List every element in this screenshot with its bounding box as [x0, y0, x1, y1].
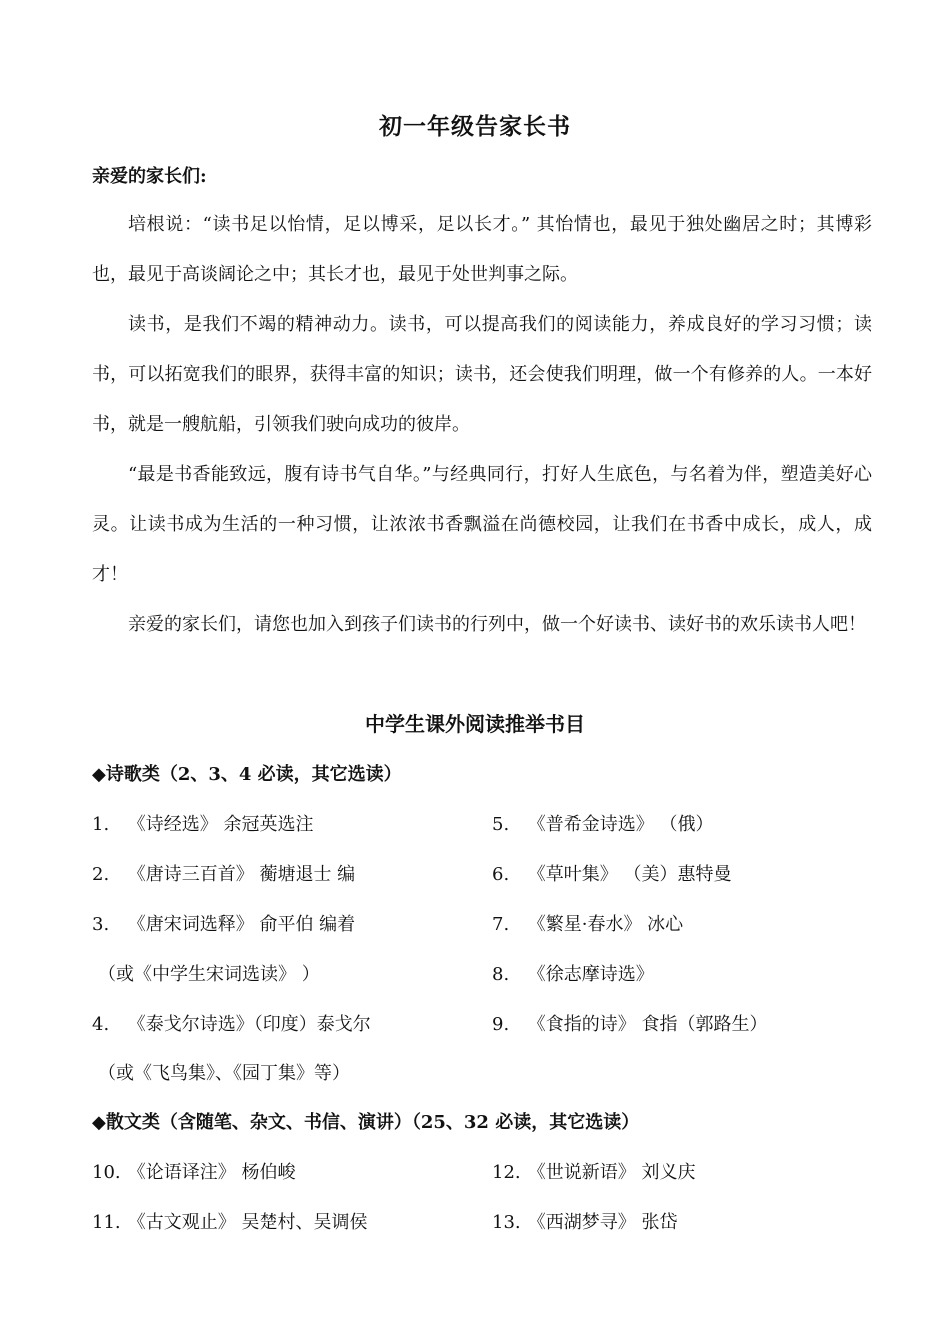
list-item — [92, 1208, 367, 1234]
paragraph-1: 培根说：“读书足以怡情，足以博采，足以长才。” 其怡情也，最见于独处幽居之时；其博彩也，最见于高谈阔论之中；其长才也，最见于处世判事之际。 — [92, 214, 872, 285]
list-item — [92, 860, 355, 886]
item-text: 《世说新语》 刘义庆 — [527, 1162, 696, 1183]
list-item — [492, 1208, 677, 1234]
item-text: 《唐诗三百首》 蘅塘退士 编 — [127, 864, 356, 885]
item-text: 《徐志摩诗选》 — [527, 964, 654, 985]
item-number: 10. — [92, 1162, 121, 1183]
paragraph-3: “最是书香能致远，腹有诗书气自华。”与经典同行，打好人生底色，与名着为伴，塑造美好心灵。让读书成为生活的一种习惯，让浓浓书香飘溢在尚德校园，让我们在书香中成长，成人，成才！ — [92, 464, 872, 585]
item-number: 12. — [492, 1162, 521, 1183]
item-number: 4. — [92, 1014, 110, 1035]
item-number: 5. — [492, 814, 510, 835]
list-item — [92, 910, 355, 936]
item-text: 《诗经选》 余冠英选注 — [127, 814, 314, 835]
item-text: 《论语译注》 杨伯峻 — [127, 1162, 296, 1183]
reading-list-title: 中学生课外阅读推举书目 — [365, 712, 585, 736]
salutation: 亲爱的家长们: — [92, 166, 207, 187]
list-item — [492, 810, 713, 836]
item-text: 《繁星·春水》 冰心 — [527, 914, 684, 935]
item-text: 《草叶集》 （美）惠特曼 — [527, 864, 732, 885]
item-number: 1. — [92, 814, 110, 835]
section-heading-prose: ◆散文类（含随笔、杂文、书信、演讲）（25、32 必读，其它选读） — [92, 1112, 640, 1133]
item-number: 13. — [492, 1212, 521, 1233]
section-heading-poetry: ◆诗歌类（2、3、4 必读，其它选读） — [92, 764, 402, 785]
item-number: 2. — [92, 864, 110, 885]
list-item-note — [98, 960, 320, 986]
list-item — [92, 1158, 295, 1184]
paragraph-2: 读书，是我们不竭的精神动力。读书，可以提高我们的阅读能力，养成良好的学习习惯；读书，可以拓宽我们的眼界，获得丰富的知识；读书，还会使我们明理，做一个有修养的人。一本好书，就是一艘航船，引领我们驶向成功的彼岸。 — [92, 314, 872, 435]
item-text: （或《飞鸟集》、《园丁集》等） — [98, 1063, 350, 1084]
list-item — [92, 1010, 371, 1036]
page-title: 初一年级告家长书 — [379, 113, 571, 140]
list-item — [492, 1010, 767, 1036]
list-item-note — [98, 1059, 350, 1085]
item-text: 《普希金诗选》 （俄） — [527, 814, 714, 835]
item-text: 《泰戈尔诗选》（印度）泰戈尔 — [127, 1014, 371, 1035]
list-item — [492, 1158, 695, 1184]
list-item — [492, 860, 731, 886]
list-item — [92, 810, 313, 836]
paragraph-4: 亲爱的家长们，请您也加入到孩子们读书的行列中，做一个好读书、读好书的欢乐读书人吧！ — [128, 614, 866, 635]
item-number: 3. — [92, 914, 110, 935]
item-text: 《古文观止》 吴楚村、吴调侯 — [127, 1212, 368, 1233]
item-number: 8. — [492, 964, 510, 985]
list-item — [492, 960, 654, 986]
item-text: 《唐宋词选释》 俞平伯 编着 — [127, 914, 356, 935]
list-item — [492, 910, 683, 936]
item-number: 9. — [492, 1014, 510, 1035]
item-number: 6. — [492, 864, 510, 885]
item-text: 《食指的诗》 食指（郭路生） — [527, 1014, 768, 1035]
item-number: 7. — [492, 914, 510, 935]
item-number: 11. — [92, 1212, 121, 1233]
item-text: 《西湖梦寻》 张岱 — [527, 1212, 678, 1233]
item-text: （或《中学生宋词选读》 ） — [98, 964, 320, 985]
